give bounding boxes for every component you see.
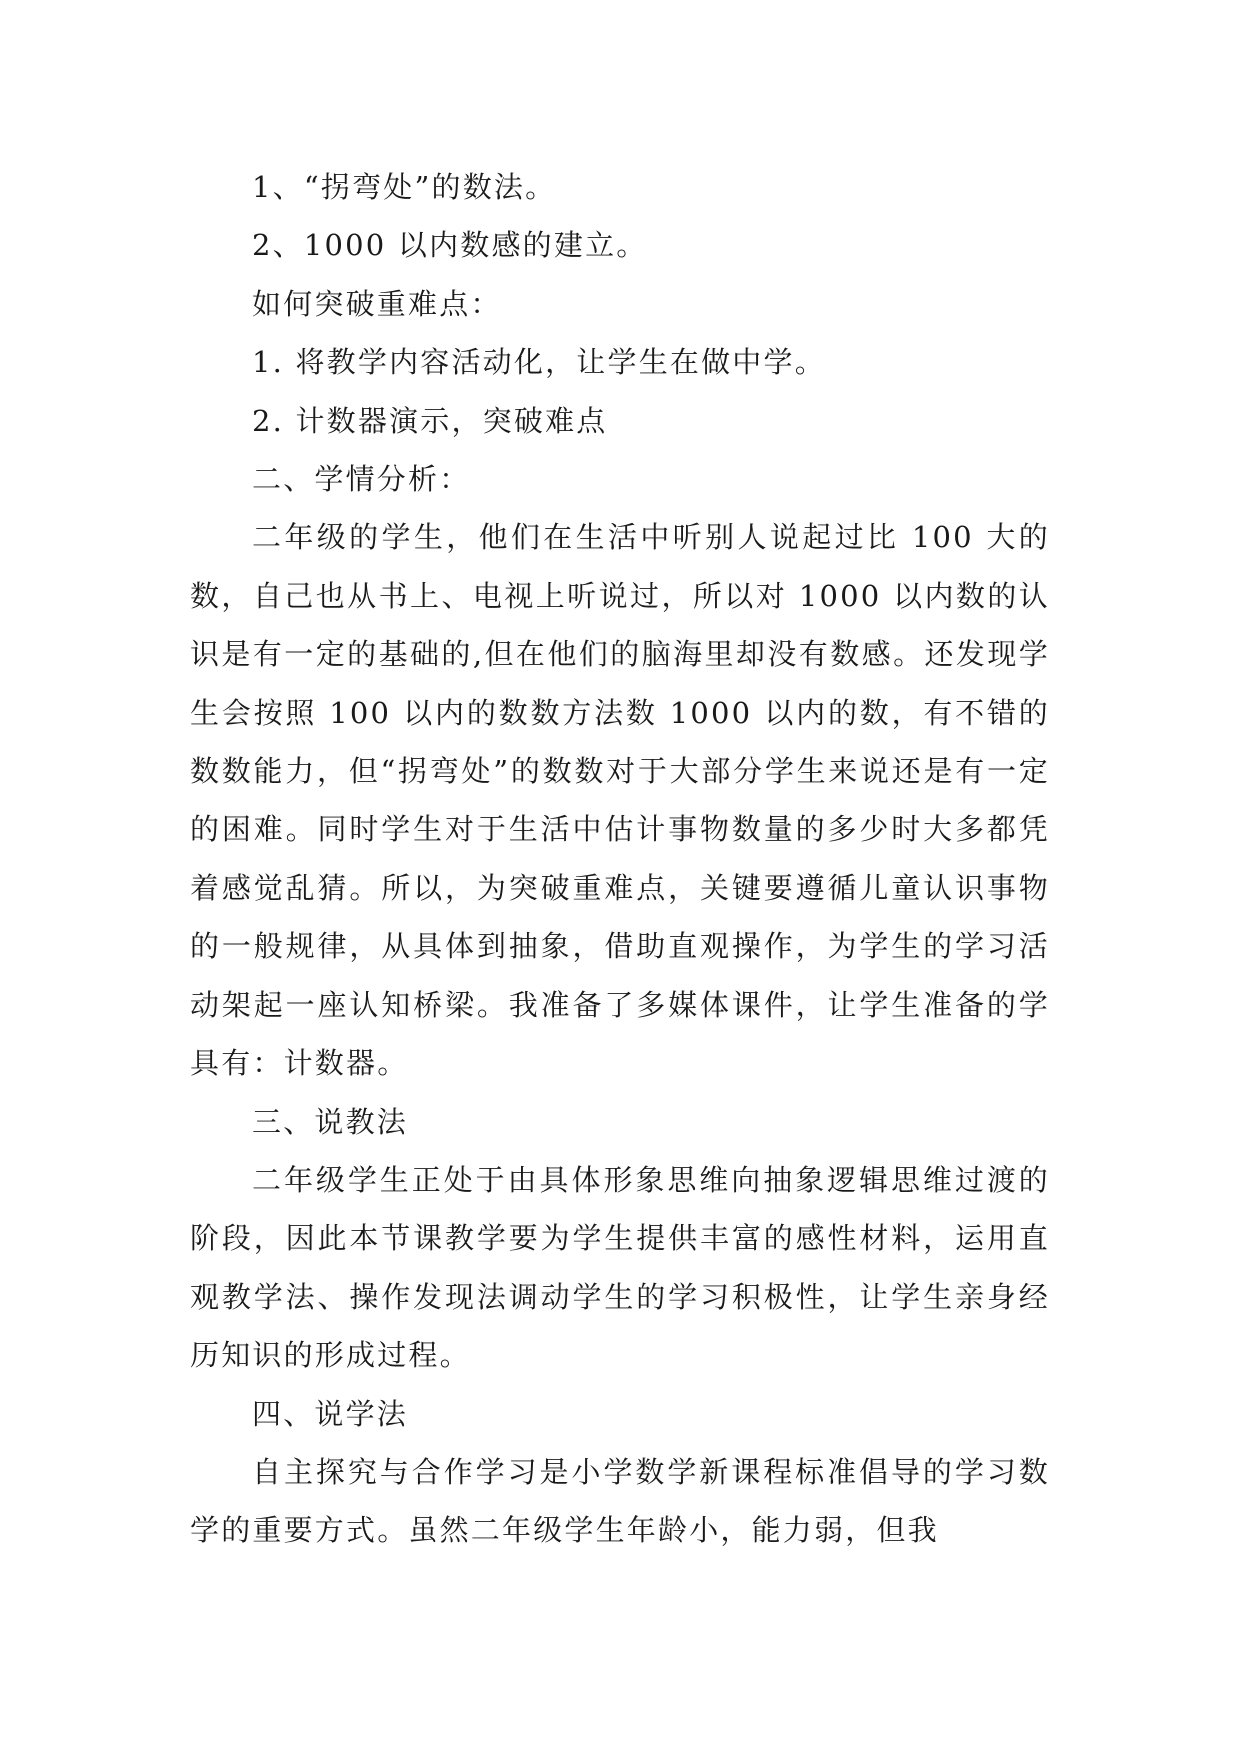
- paragraph-breakthrough-heading: 如何突破重难点：: [252, 286, 502, 321]
- paragraph-teaching-method: 二年级学生正处于由具体形象思维向抽象逻辑思维过渡的阶段，因此本节课教学要为学生提供丰富的感性材料，运用直观教学法、操作发现法调动学生的学习积极性，让学生亲身经历知识的形成过程。: [190, 1162, 1050, 1373]
- paragraph-learning-method: 自主探究与合作学习是小学数学新课程标准倡导的学习数学的重要方式。虽然二年级学生年龄小，能力弱，但我: [190, 1454, 1050, 1548]
- paragraph-student-analysis: 二年级的学生，他们在生活中听别人说起过比 100 大的数，自己也从书上、电视上听说过，所以对 1000 以内数的认识是有一定的基础的,但在他们的脑海里却没有数感。还发现学生会按照 100 以内的数数方法数 1000 以内的数，有不错的数数能力，但“拐弯处”的数数对于大部分学生来说还是有一定的困难。同时学生对于生活中估计事物数量的多少时大多都凭着感觉乱猜。所以，为突破重难点，关键要遵循儿童认识事物的一般规律，从具体到抽象，借助直观操作，为学生的学习活动架起一座认知桥梁。我准备了多媒体课件，让学生准备的学具有：计数器。: [190, 520, 1050, 1081]
- paragraph-key-point-1: 1、“拐弯处”的数法。: [252, 170, 557, 204]
- paragraph-key-point-2: 2、1000 以内数感的建立。: [252, 228, 648, 263]
- section-heading-learning-method: 四、说学法: [252, 1396, 409, 1431]
- paragraph-breakthrough-2: 2. 计数器演示，突破难点: [252, 403, 608, 438]
- document-body: [190, 158, 1050, 1560]
- paragraph-breakthrough-1: 1. 将教学内容活动化，让学生在做中学。: [252, 345, 826, 380]
- section-heading-student-analysis: 二、学情分析：: [252, 462, 471, 497]
- section-heading-teaching-method: 三、说教法: [252, 1104, 409, 1139]
